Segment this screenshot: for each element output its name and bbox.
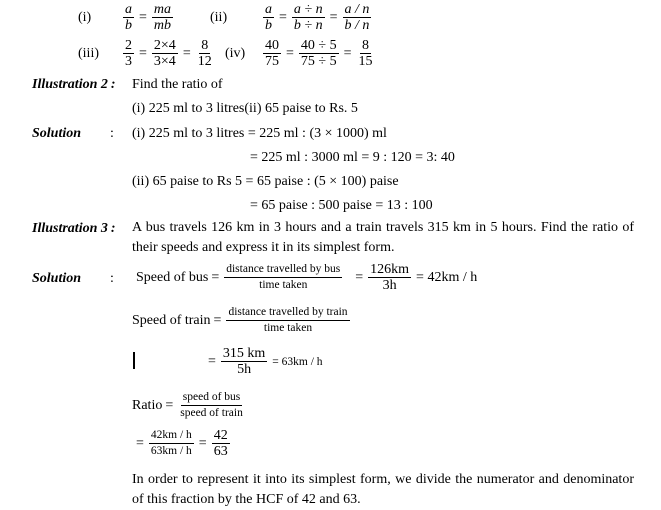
fraction: distance travelled by bus time taken <box>226 263 341 291</box>
fraction: $\frac{8}{15}$ <box>358 38 373 69</box>
text-cursor <box>133 352 135 369</box>
illustration-2-text: Find the ratio of <box>132 77 223 92</box>
fraction: $\frac{a \div n}{b \div n}$ <box>293 2 323 33</box>
fraction: $\frac{a}{b}$ <box>125 2 132 33</box>
colon: : <box>110 271 114 286</box>
example-ii: (ii) $\frac{a}{b}$ = $\frac{a \div n}{b \div n}$ = $\frac{a / n}{b / n}$ <box>210 2 370 33</box>
fraction: $\frac{42}{63}$ <box>213 428 228 459</box>
solution-2-heading: Solution <box>32 126 82 141</box>
fraction: $\frac{126km}{3h}$ <box>370 262 410 293</box>
solution-2-line-2: = 225 ml : 3000 ml = 9 : 120 = 3: 40 <box>250 150 455 165</box>
label: (iv) <box>225 45 246 61</box>
fraction: speed of bus speed of train <box>180 391 243 419</box>
fraction: $\frac{2}{3}$ <box>125 38 132 69</box>
solution-2-line-1: (i) 225 ml to 3 litres = 225 ml : (3 × 1000) ml <box>132 126 387 141</box>
speed-of-train-equation: Speed of train = distance travelled by train time taken <box>132 306 348 334</box>
illustration-3-heading: Illustration 3 : <box>32 221 116 236</box>
ratio-equation: Ratio = speed of bus speed of train <box>132 391 243 419</box>
example-iv: (iv) $\frac{40}{75}$ = $\frac{40 \div 5}{75 \div 5}$ = $\frac{8}{15}$ <box>225 38 373 69</box>
illustration-2-parts: (i) 225 ml to 3 litres(ii) 65 paise to Rs. 5 <box>132 101 358 116</box>
fraction: $\frac{ma}{mb}$ <box>153 2 172 33</box>
solution-3-heading: Solution <box>32 271 82 286</box>
fraction: $\frac{2\times 4}{3\times 4}$ <box>153 38 176 69</box>
fraction: $\frac{a}{b}$ <box>265 2 272 33</box>
conclusion-text: In order to represent it into its simplest form, we divide the numerator and denominator of this fraction by the HCF of 42 and 63. <box>132 472 634 507</box>
fraction: $\frac{a / n}{b / n}$ <box>344 2 370 33</box>
label: (ii) <box>210 9 228 25</box>
label: (i) <box>78 9 92 25</box>
illustration-3-text: A bus travels 126 km in 3 hours and a train travels 315 km in 5 hours. Find the ratio of their speeds and express it in its simplest form. <box>132 220 634 255</box>
example-i: (i) $\frac{a}{b}$ = $\frac{ma}{mb}$ <box>78 2 172 33</box>
solution-2-line-3: (ii) 65 paise to Rs 5 = 65 paise : (5 × 100) paise <box>132 174 399 189</box>
fraction: $\frac{40 \div 5}{75 \div 5}$ <box>300 38 337 69</box>
speed-of-bus-equation: Speed of bus = distance travelled by bus time taken = $\frac{126km}{3h}$ = 42km / h <box>136 262 478 293</box>
example-iii: (iii) $\frac{2}{3}$ = $\frac{2\times 4}{3\times 4}$ = $\frac{8}{12}$ <box>78 38 212 69</box>
fraction: $\frac{42km / h}{63km / h}$ <box>150 429 192 457</box>
solution-2-line-4: = 65 paise : 500 paise = 13 : 100 <box>250 198 433 213</box>
illustration-2-heading: Illustration 2 : <box>32 77 116 92</box>
fraction: distance travelled by train time taken <box>228 306 348 334</box>
fraction: $\frac{315 km}{5h}$ <box>222 346 266 377</box>
fraction: $\frac{8}{12}$ <box>197 38 212 69</box>
label: (iii) <box>78 45 99 61</box>
speed-of-train-result: = $\frac{315 km}{5h}$ = 63km / h <box>208 346 323 377</box>
fraction: $\frac{40}{75}$ <box>265 38 279 69</box>
colon: : <box>110 126 114 141</box>
ratio-result: = $\frac{42km / h}{63km / h}$ = $\frac{42}{63}$ <box>136 428 228 459</box>
